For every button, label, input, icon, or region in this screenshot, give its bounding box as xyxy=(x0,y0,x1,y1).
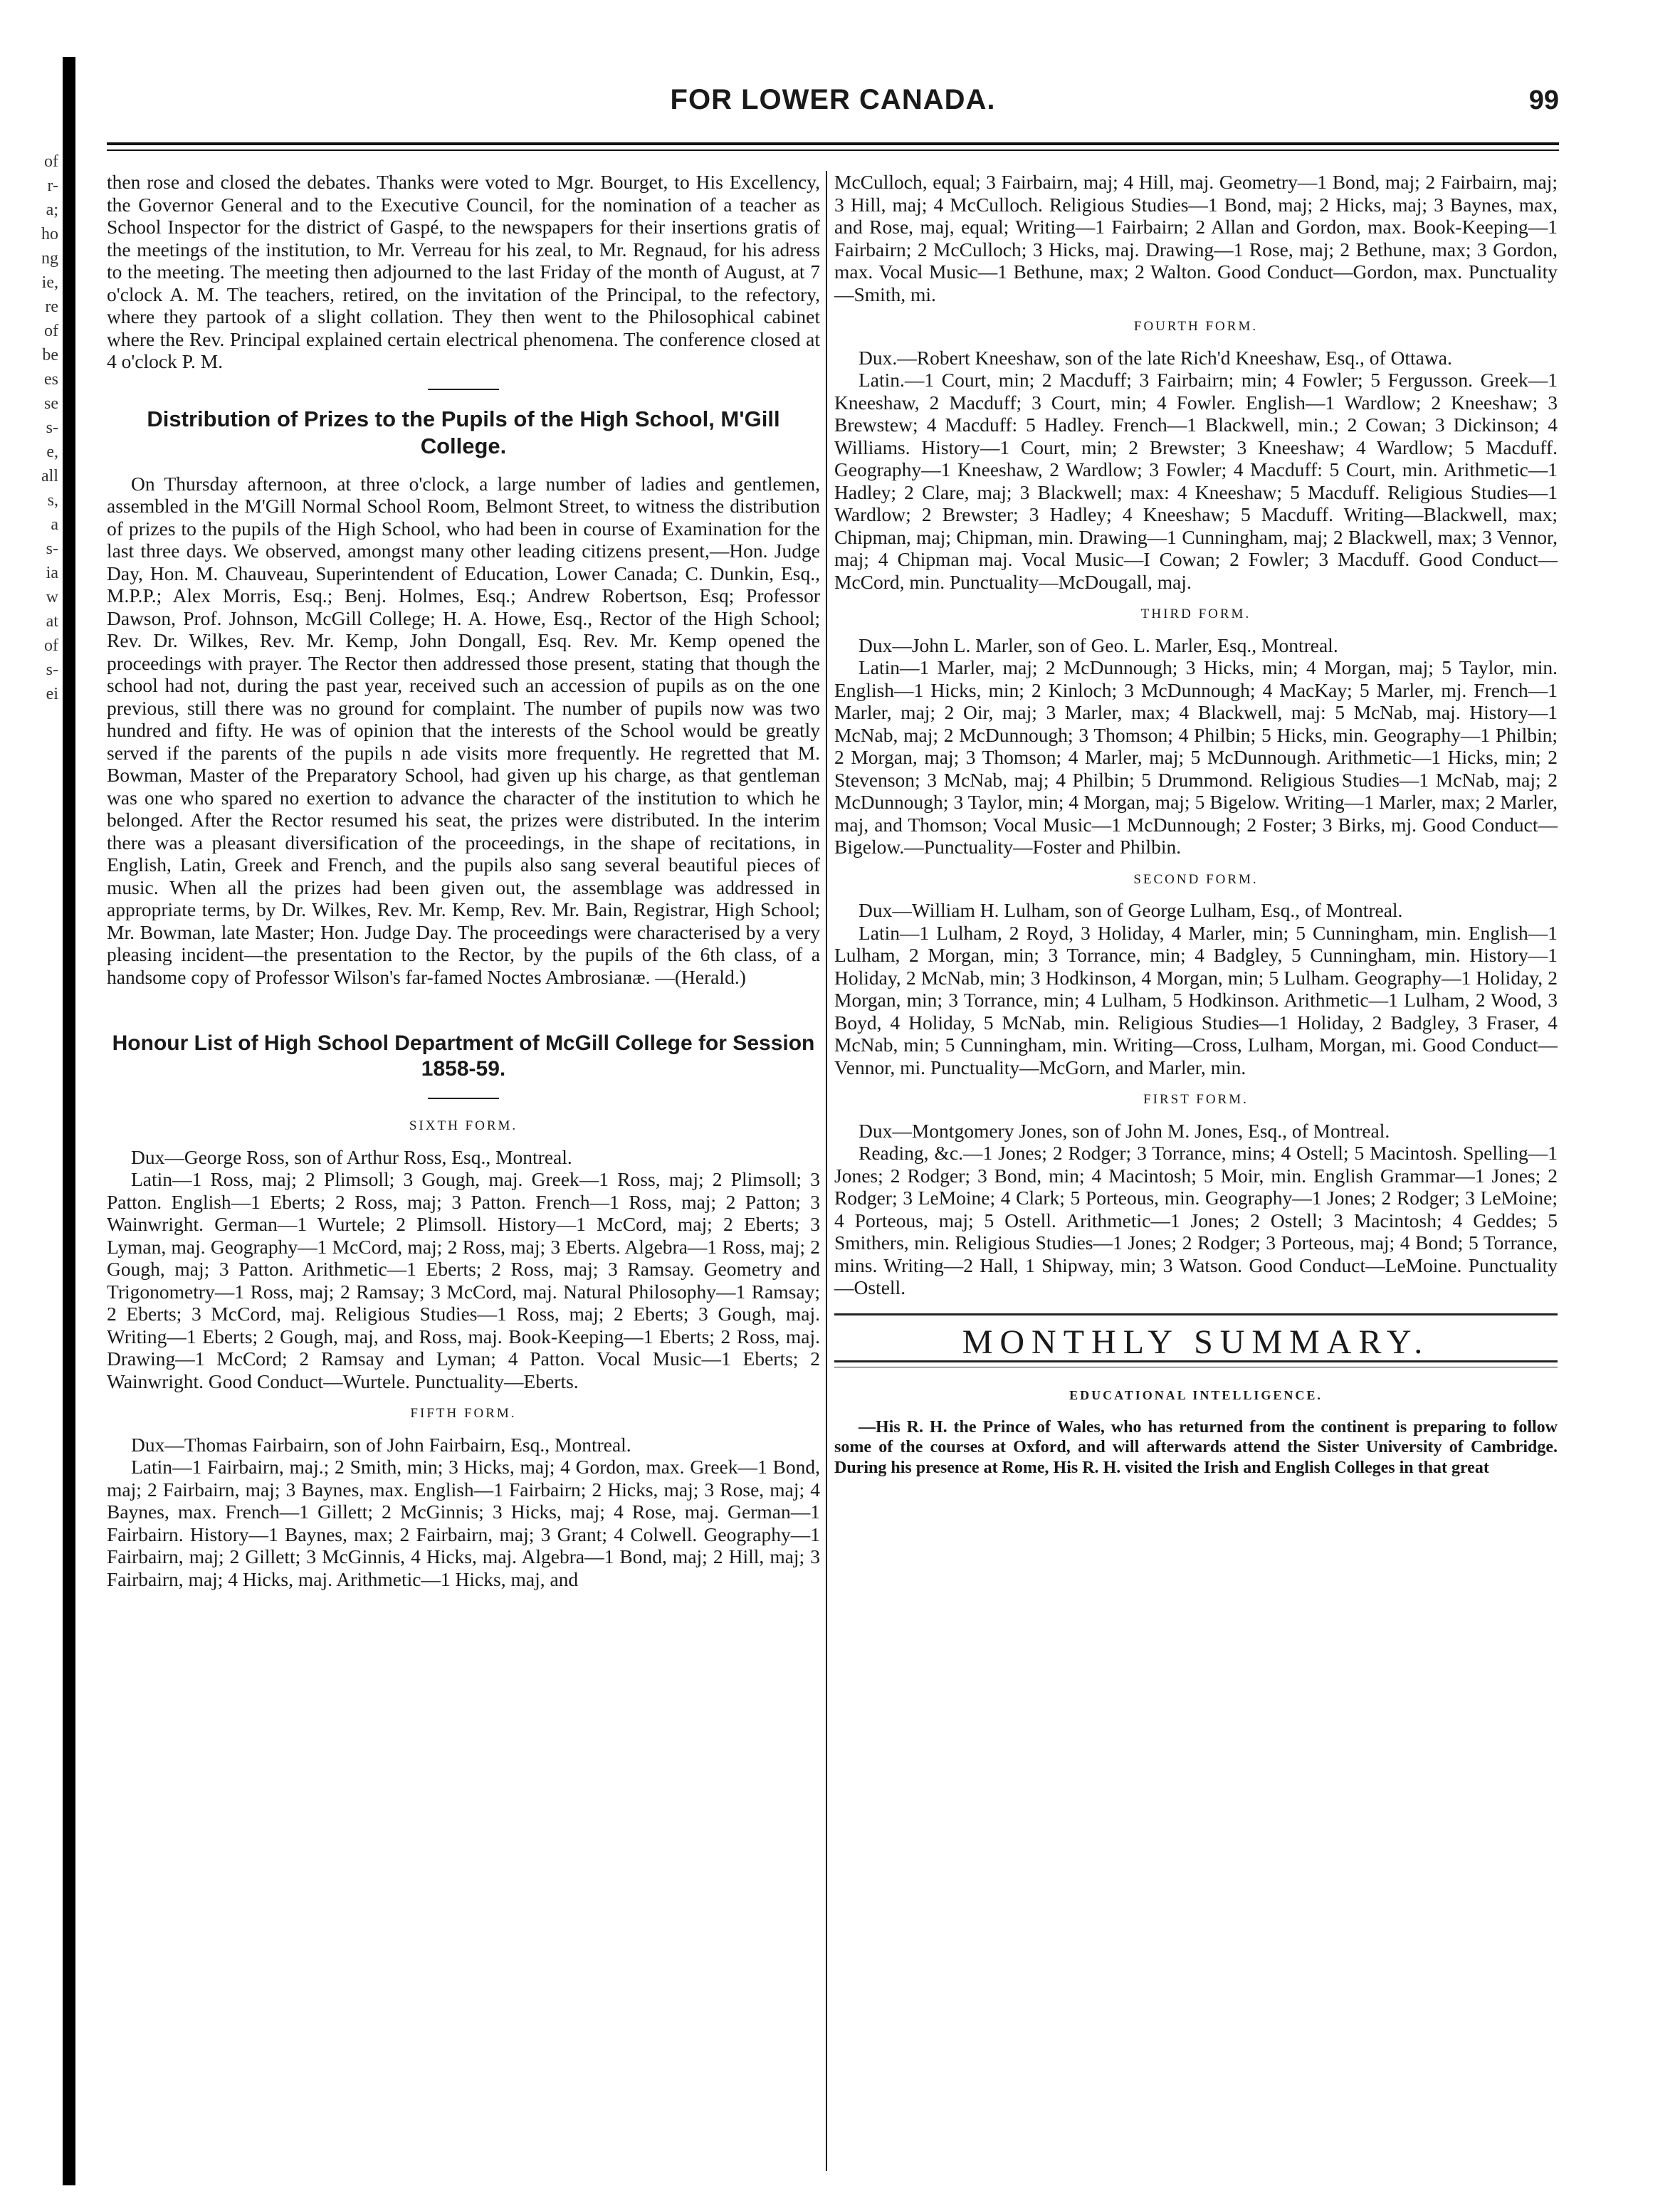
margin-fragment: s- xyxy=(46,419,58,437)
fifth-form-results-cont: McCulloch, equal; 3 Fairbairn, maj; 4 Hill, maj. Geometry—1 Bond, maj; 2 Fairbairn, maj; 3 Hill, maj; 4 McCulloch. Religious Studies—1 Bond, maj; 2 Hicks, maj; 3 Baynes, max, and Rose, maj, equal; Writing—1 Fairbairn; 2 Allan and Gordon, max. Book-Keeping—1 Fairbairn; 2 McCulloch; 3 Hicks, maj. Drawing—1 Rose, maj; 2 Bethune, max; 3 Gordon, max. Vocal Music—1 Bethune, max; 2 Walton. Good Conduct—Gordon, max. Punctuality—Smith, mi. xyxy=(834,171,1558,305)
margin-fragment: of xyxy=(44,152,58,171)
summary-double-rule xyxy=(834,1360,1558,1367)
margin-fragment: re xyxy=(45,298,58,316)
right-column xyxy=(834,171,1558,1478)
margin-fragment: r- xyxy=(47,177,58,195)
margin-fragment: ia xyxy=(46,564,58,582)
margin-fragment: ei xyxy=(46,685,58,703)
educational-intelligence-body: —His R. H. the Prince of Wales, who has returned from the continent is preparing to follow some of the courses at Oxford, and will afterwards attend the Sister University of Cambridge. During his presence at Rome, His R. H. visited the Irish and English Colleges in that great xyxy=(834,1417,1558,1477)
margin-fragment: of xyxy=(44,322,58,340)
margin-fragments xyxy=(3,149,58,706)
second-form-heading: SECOND FORM. xyxy=(1133,871,1259,887)
third-form-heading: THIRD FORM. xyxy=(1140,606,1251,621)
fourth-form-dux: Dux.—Robert Kneeshaw, son of the late Rich'd Kneeshaw, Esq., of Ottawa. xyxy=(859,346,1452,369)
sixth-form-heading: SIXTH FORM. xyxy=(409,1118,518,1133)
margin-fragment: ho xyxy=(41,225,58,243)
left-column xyxy=(107,171,820,1590)
margin-fragment: of xyxy=(44,636,58,655)
page-header xyxy=(107,84,1559,127)
margin-fragment: all xyxy=(41,467,58,485)
margin-fragment: se xyxy=(44,394,58,413)
first-form-results: Reading, &c.—1 Jones; 2 Rodger; 3 Torrance, mins; 4 Ostell; 5 Macintosh. Spelling—1 Jones; 2 Rodger; 3 Bond, min; 4 Macintosh; 5 Moir, min. English Grammar—1 Jones; 2 Rodger; 3 LeMoine; 4 Clark; 5 Porteous, min. Geography—1 Jones; 2 Rodger; 3 LeMoine; 4 Porteous, maj; 5 Ostell. Arithmetic—1 Jones; 2 Ostell; 3 Macintosh; 4 Geddes; 5 Smithers, min. Religious Studies—1 Jones; 2 Rodger; 3 Porteous, maj; 4 Bond; 5 Torrance, mins. Writing—2 Hall, 1 Shipway, min; 3 Watson. Good Conduct—LeMoine. Punctuality—Ostell. xyxy=(834,1142,1558,1298)
page-number: 99 xyxy=(1528,85,1559,115)
margin-fragment: es xyxy=(44,370,58,389)
first-form-dux: Dux—Montgomery Jones, son of John M. Jones, Esq., of Montreal. xyxy=(859,1119,1390,1142)
section-divider xyxy=(428,1098,499,1099)
honour-list-title: Honour List of High School Department of McGill College for Session 1858-59. xyxy=(112,1031,815,1081)
fourth-form-results: Latin.—1 Court, min; 2 Macduff; 3 Fairbairn; min; 4 Fowler; 5 Fergusson. Greek—1 Kneeshaw, 2 Macduff; 3 Court, min; 4 Fowler. English—1 Wardlow; 2 Kneeshaw; 3 Brewstew; 4 Macduff: 5 Hadley. French—1 Blackwell, min.; 2 Cowan; 3 Dickinson; 4 Williams. History—1 Court, min; 2 Brewster; 3 Kneeshaw; 4 Wardlow; 5 Macduff. Geography—1 Kneeshaw, 2 Wardlow; 3 Fowler; 4 Macduff: 5 Court, min. Arithmetic—1 Hadley; 2 Clare, maj; 3 Blackwell; max: 4 Kneeshaw; 5 Macduff. Religious Studies—1 Wardlow; 2 Brewster; 3 Hadley; 4 Kneeshaw; 5 Macduff. Writing—Blackwell, max; Chipman, maj; Chipman, min. Drawing—1 Cunningham, maj; 2 Blackwell, max; 3 Vennor, maj; 4 Chipman maj. Vocal Music—I Cowan; 2 Fowler; 3 Macduff. Good Conduct—McCord, min. Punctuality—McDougall, maj. xyxy=(834,369,1558,593)
margin-fragment: ng xyxy=(41,249,58,268)
binding-edge xyxy=(63,57,75,2185)
margin-fragment: w xyxy=(46,588,58,606)
first-form-heading: FIRST FORM. xyxy=(1143,1092,1249,1107)
third-form-results: Latin—1 Marler, maj; 2 McDunnough; 3 Hicks, min; 4 Morgan, maj; 5 Taylor, min. English—1 Hicks, min; 2 Kinloch; 3 McDunnough; 4 MacKay; 5 Marler, mj. French—1 Marler, maj; 2 Oir, maj; 3 Marler, max; 4 Blackwell, maj: 5 McNab, maj. History—1 McNab, maj; 2 McDunnough; 3 Thomson; 4 Philbin; 5 Hicks, min. Geography—1 Philbin; 2 Morgan, maj; 3 Thomson; 4 Marler, maj; 5 McDunnough. Arithmetic—1 Hicks, min; 2 Stevenson; 3 McNab, maj; 4 Philbin; 5 Drummond. Religious Studies—1 McNab, maj; 2 McDunnough; 3 Taylor, min; 4 Morgan, maj; 5 Bigelow. Writing—1 Marler, max; 2 Marler, maj, and Thomson; Vocal Music—1 McDunnough; 2 Foster; 3 Birks, mj. Good Conduct—Bigelow.—Punctuality—Foster and Philbin. xyxy=(834,656,1558,858)
fifth-form-results: Latin—1 Fairbairn, maj.; 2 Smith, min; 3 Hicks, maj; 4 Gordon, max. Greek—1 Bond, maj; 2 Fairbairn, maj; 3 Baynes, max. English—1 Fairbairn; 2 Hicks, maj; 3 Rose, maj; 4 Baynes, max. French—1 Gillett; 2 McGinnis; 3 Hicks, maj; 4 Rose, maj. German—1 Fairbairn. History—1 Baynes, max; 2 Fairbairn, maj; 3 Grant; 4 Colwell. Geography—1 Fairbairn, maj; 2 Gillett; 3 McGinnis, 4 Hicks, maj. Algebra—1 Bond, maj; 2 Hill, maj; 3 Fairbairn, maj; 4 Hicks, maj. Arithmetic—1 Hicks, maj, and xyxy=(107,1456,820,1590)
educational-intelligence-heading: EDUCATIONAL INTELLIGENCE. xyxy=(1069,1388,1323,1402)
second-form-results: Latin—1 Lulham, 2 Royd, 3 Holiday, 4 Marler, min; 5 Cunningham, min. English—1 Lulham, 2 Morgan, min; 3 Torrance, min; 4 Badgley, 5 Cunningham, min. History—1 Holiday, 2 McNab, min; 3 Hodkinson, 4 Morgan, min; 5 Lulham. Geography—1 Holiday, 2 Morgan, min; 3 Torrance, min; 4 Lulham, 5 Hodkinson. Arithmetic—1 Lulham, 2 Wood, 3 Boyd, 4 Holiday, 5 McNab, min. Religious Studies—1 Holiday, 2 Badgley, 3 Fraser, 4 McNab, min; 5 Cunningham, min. Writing—Cross, Lulham, Morgan, mi. Good Conduct—Vennor, mi. Punctuality—McGorn, and Marler, min. xyxy=(834,921,1558,1078)
margin-fragment: a xyxy=(51,515,58,534)
margin-fragment: s- xyxy=(46,540,58,558)
sixth-form-dux: Dux—George Ross, son of Arthur Ross, Esq., Montreal. xyxy=(131,1145,572,1168)
section-divider xyxy=(428,389,499,390)
margin-fragment: at xyxy=(46,612,58,631)
running-title: FOR LOWER CANADA. xyxy=(670,84,996,115)
monthly-summary-title: MONTHLY SUMMARY. xyxy=(962,1323,1430,1361)
second-form-dux: Dux—William H. Lulham, son of George Lulham, Esq., of Montreal. xyxy=(859,899,1403,921)
margin-fragment: ie, xyxy=(41,273,58,292)
prizes-title: Distribution of Prizes to the Pupils of the High School, M'Gill College. xyxy=(147,406,780,458)
fourth-form-heading: FOURTH FORM. xyxy=(1133,319,1259,334)
column-rule xyxy=(826,171,827,2171)
margin-fragment: s- xyxy=(46,661,58,679)
third-form-dux: Dux—John L. Marler, son of Geo. L. Marler, Esq., Montreal. xyxy=(859,634,1338,656)
opening-paragraph: then rose and closed the debates. Thanks were voted to Mgr. Bourget, to His Excellency, the Governor General and to the Executive Council, for the nomination of a teacher as School Inspector for the district of Gaspé, to the newspapers for their insertions gratis of the meetings of the institution, to Mr. Verreau for his zeal, to Mr. Regnaud, for his adress to the meeting. The meeting then adjourned to the last Friday of the month of August, at 7 o'clock A. M. The teachers, retired, on the invitation of the Principal, to the refectory, where they partook of a slight collation. They then went to the Philosophical cabinet where the Rev. Principal explained certain electrical phenomena. The conference closed at 4 o'clock P. M. xyxy=(107,171,820,372)
header-rule xyxy=(107,142,1559,151)
margin-fragment: a; xyxy=(46,201,58,219)
fifth-form-dux: Dux—Thomas Fairbairn, son of John Fairbairn, Esq., Montreal. xyxy=(131,1433,631,1456)
sixth-form-results: Latin—1 Ross, maj; 2 Plimsoll; 3 Gough, maj. Greek—1 Ross, maj; 2 Plimsoll; 3 Patton. English—1 Eberts; 2 Ross, maj; 3 Patton. French—1 Ross, maj; 2 Patton; 3 Wainwright. German—1 Wurtele; 2 Plimsoll. History—1 McCord, maj; 2 Eberts; 3 Lyman, maj. Geography—1 McCord, maj; 2 Ross, maj; 3 Eberts. Algebra—1 Ross, maj; 2 Gough, maj; 3 Patton. Arithmetic—1 Eberts; 2 Ross, maj; 3 Ramsay. Geometry and Trigonometry—1 Ross, maj; 2 Ramsay; 3 McCord, maj. Natural Philosophy—1 Ramsay; 2 Eberts; 3 McCord, maj. Religious Studies—1 Ross, maj; 2 Eberts; 3 Gough, maj. Writing—1 Eberts; 2 Gough, maj, and Ross, maj. Book-Keeping—1 Eberts; 2 Ross, maj. Drawing—1 McCord; 2 Ramsay and Lyman; 4 Patton. Vocal Music—1 Eberts; 2 Wainwright. Good Conduct—Wurtele. Punctuality—Eberts. xyxy=(107,1168,820,1392)
fifth-form-heading: FIFTH FORM. xyxy=(410,1406,517,1421)
margin-fragment: e, xyxy=(46,443,58,461)
summary-top-rule xyxy=(834,1313,1558,1315)
margin-fragment: s, xyxy=(47,491,58,510)
prizes-body: On Thursday afternoon, at three o'clock, a large number of ladies and gentlemen, assembled in the M'Gill Normal School Room, Belmont Street, to witness the distribution of prizes to the pupils of the High School, who had been in course of Examination for the last three days. We observed, amongst many other leading citizens present,—Hon. Judge Day, Hon. M. Chauveau, Superintendent of Education, Lower Canada; C. Dunkin, Esq., M.P.P.; Alex Morris, Esq.; Benj. Holmes, Esq.; Andrew Robertson, Esq; Professor Dawson, Prof. Johnson, McGill College; H. A. Howe, Esq., Rector of the High School; Rev. Dr. Wilkes, Rev. Mr. Kemp, John Dongall, Esq. Rev. Mr. Kemp opened the proceedings with prayer. The Rector then addressed those present, stating that though the school had not, during the past year, received such an accession of pupils as on the one previous, still there was no ground for complaint. The number of pupils now was two hundred and fifty. He was of opinion that the interests of the School would be greatly served if the parents of the pupils n ade visits more frequently. He regretted that M. Bowman, Master of the Preparatory School, had given up his charge, as that gentleman was one who spared no exertion to advance the character of the institution to which he belonged. After the Rector resumed his seat, the prizes were distributed. In the interim there was a pleasant diversification of the proceedings, in the shape of recitations, in English, Latin, Greek and French, and the pupils also sang several beautiful pieces of music. When all the prizes had been given out, the assemblage was addressed in appropriate terms, by Dr. Wilkes, Rev. Mr. Kemp, Rev. Mr. Bain, Registrar, High School; Mr. Bowman, late Master; Hon. Judge Day. The proceedings were characterised by a very pleasing incident—the presentation to the Rector, by the pupils of the 6th class, of a handsome copy of Professor Wilson's far-famed Noctes Ambrosianæ. —(Herald.) xyxy=(107,472,820,988)
margin-fragment: be xyxy=(42,346,58,364)
